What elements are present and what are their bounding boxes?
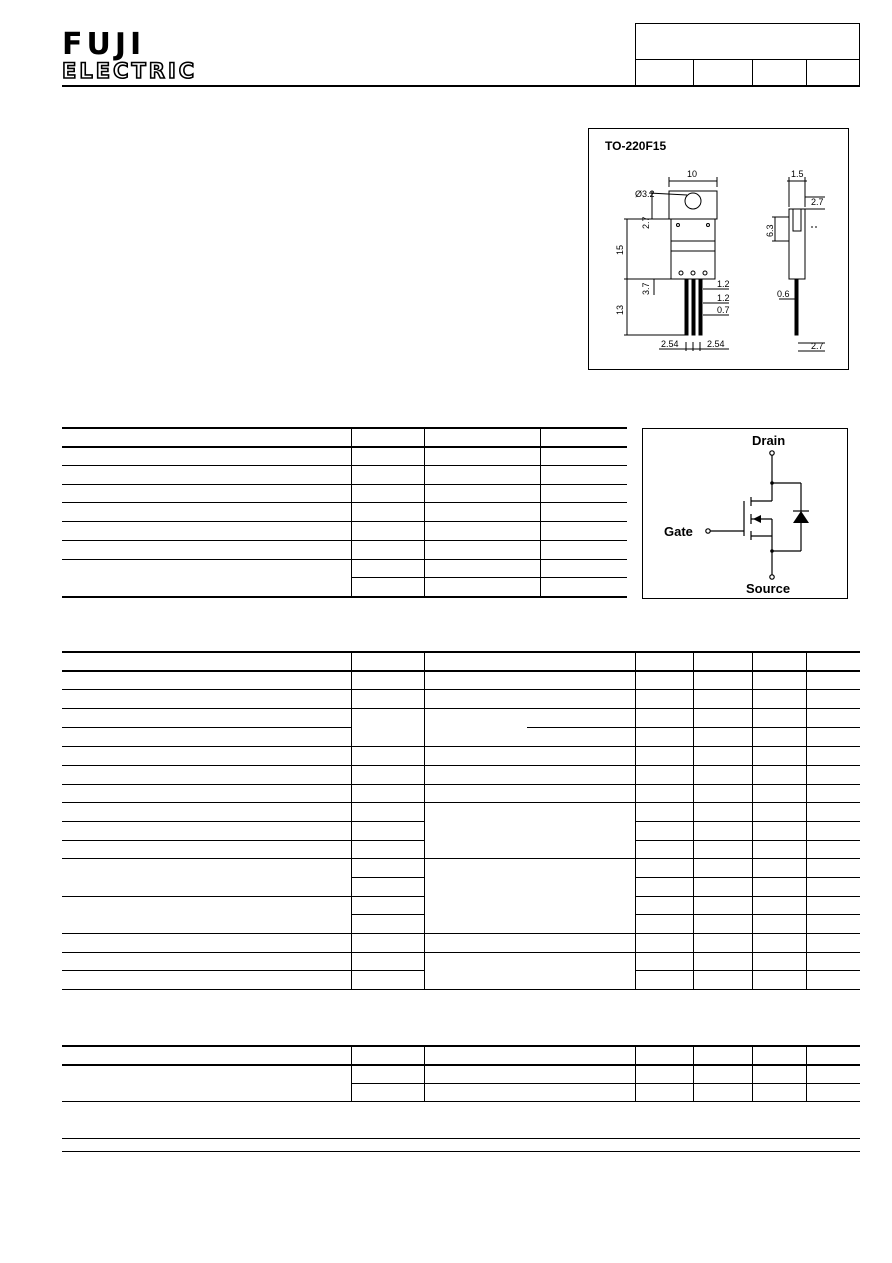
dim-hole-diameter: Ø3.2 [635,189,655,199]
dim-lead-1-2b: 1.2 [717,293,730,303]
table-rule [351,877,424,878]
dim-height-3-7: 3.7 [641,282,651,295]
footer-rule-bottom [62,1151,860,1152]
dim-side-0-6: 0.6 [777,289,790,299]
table-rule [351,914,424,915]
dim-side-6-3: 6.3 [765,224,775,237]
dim-side-2-7-top: 2.7 [811,197,824,207]
table-rule [351,1083,860,1084]
table-rule [62,502,627,503]
table-rule [62,821,424,822]
dim-height-15: 15 [615,244,625,255]
table-rule [635,840,860,841]
table-col-divider [424,427,425,597]
dim-lead-0-7: 0.7 [717,305,730,315]
table-rule [62,1045,860,1047]
table-rule [62,765,860,766]
table-rule [62,521,627,522]
table-rule [62,727,351,728]
table-rule [62,651,860,653]
part-box-cell-divider [693,59,694,86]
dim-height-2-7: 2.7 [641,216,651,229]
table-rule [62,427,627,429]
table-rule [62,802,860,803]
table-rule [62,840,424,841]
drain-label: Drain [752,433,786,448]
table-rule [635,970,860,971]
table-rule [635,821,860,822]
table-rule [62,540,627,541]
gate-label: Gate [664,524,693,539]
table-rule [62,784,860,785]
mosfet-symbol [643,429,847,598]
equivalent-circuit-frame [642,428,848,599]
table-col-divider [351,651,352,990]
table-rule [351,577,627,578]
dim-side-2-7-bottom: 2.7 [811,341,824,351]
table-col-divider [693,651,694,990]
table-col-divider [752,1045,753,1102]
table-col-divider [693,1045,694,1102]
table-rule [62,465,627,466]
part-number-box-divider [635,59,860,60]
table-rule [62,989,860,990]
table-rule [62,746,860,747]
table-rule [635,896,860,897]
dim-pitch-2-54-left: 2.54 [661,339,679,349]
table-rule [62,952,860,953]
table-col-divider [806,651,807,990]
logo [62,27,262,84]
package-outline-frame [588,128,849,370]
table-rule [62,670,860,672]
table-rule [62,689,860,690]
table-col-divider [424,651,425,990]
table-col-divider [540,427,541,597]
table-rule [62,858,860,859]
table-col-divider [351,1045,352,1102]
table-rule [62,559,627,560]
table-rule [62,933,860,934]
part-box-cell-divider [806,59,807,86]
table-rule [62,1101,860,1102]
table-rule [62,708,860,709]
table-rule [62,596,627,598]
package-name: TO-220F15 [605,139,667,153]
dim-lead-1-2a: 1.2 [717,279,730,289]
table-rule [635,877,860,878]
dim-pitch-2-54-right: 2.54 [707,339,725,349]
dim-width-10: 10 [687,169,698,179]
package-drawing [589,129,848,369]
part-box-cell-divider [752,59,753,86]
table-col-divider [806,1045,807,1102]
dim-side-1-5: 1.5 [791,169,804,179]
table-rule [62,896,424,897]
table-rule [62,446,627,448]
table-rule [62,484,627,485]
table-rule [62,970,424,971]
logo-top-text: FUJI [62,27,146,62]
table-col-divider [424,1045,425,1102]
table-col-divider [635,651,636,990]
source-label: Source [746,581,791,596]
table-rule [635,914,860,915]
part-number-box [635,23,860,87]
table-col-divider [351,427,352,597]
table-rule [62,1064,860,1066]
table-col-divider [752,651,753,990]
table-col-divider [635,1045,636,1102]
dim-height-13: 13 [615,304,625,315]
logo-bottom-text: ELECTRIC [62,59,198,83]
footer-rule-top [62,1138,860,1139]
